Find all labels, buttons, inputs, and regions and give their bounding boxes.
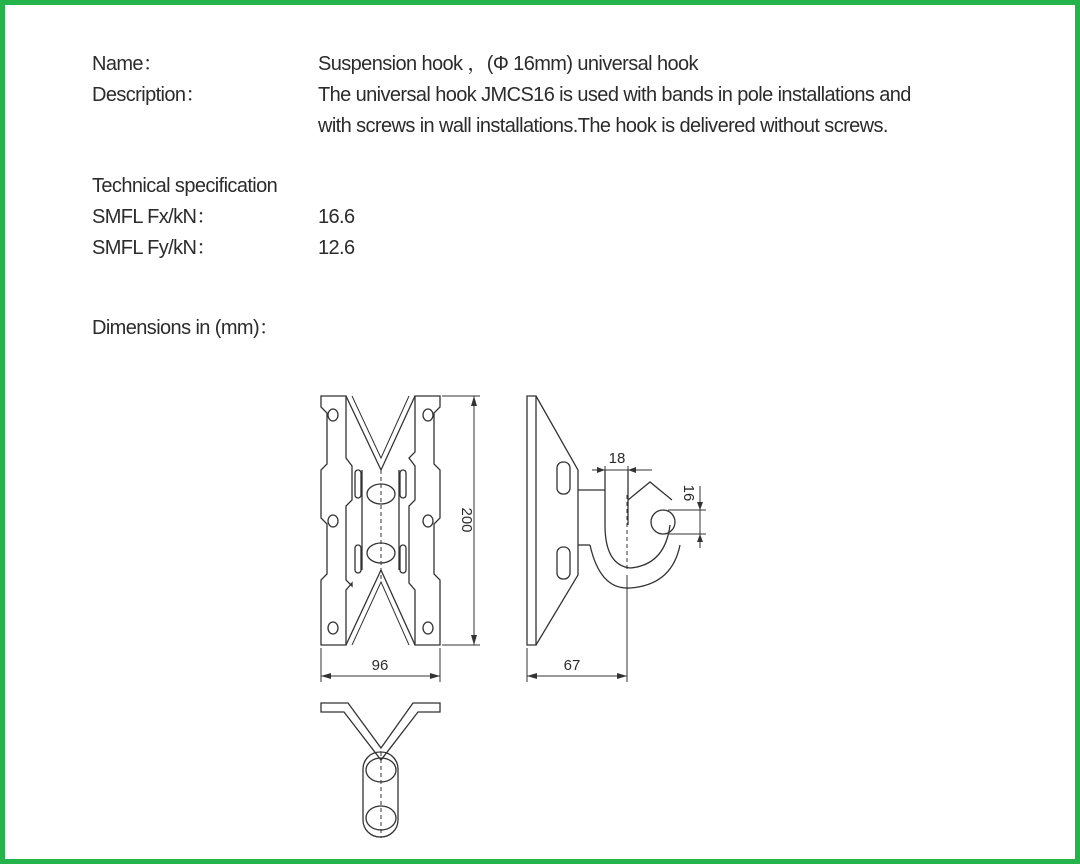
- fy-label: SMFL Fy/kN：: [92, 237, 216, 259]
- dim-width-label: 96: [371, 657, 389, 674]
- description-label: Description：: [92, 84, 205, 106]
- name-value: Suspension hook ，(Φ 16mm) universal hook: [318, 53, 698, 75]
- dim-height-label: 200: [458, 507, 475, 533]
- description-line-1: The universal hook JMCS16 is used with bands in pole installations and: [318, 84, 911, 106]
- dim-depth-label: 67: [563, 657, 581, 674]
- top-view-bracket: [321, 703, 440, 838]
- name-label: Name：: [92, 53, 163, 75]
- fx-value: 16.6: [318, 206, 355, 228]
- fy-value: 12.6: [318, 237, 355, 259]
- dim-hook-gap-label: 18: [608, 450, 626, 467]
- fx-label: SMFL Fx/kN：: [92, 206, 216, 228]
- technical-specification-heading: Technical specification: [92, 175, 278, 197]
- side-view-hook: [527, 396, 706, 682]
- dim-rod-label: 16: [680, 484, 697, 502]
- front-view-bracket: [321, 396, 480, 682]
- description-line-2: with screws in wall installations.The hook is delivered without screws.: [318, 115, 888, 137]
- dimensions-label: Dimensions in (mm)：: [92, 317, 279, 339]
